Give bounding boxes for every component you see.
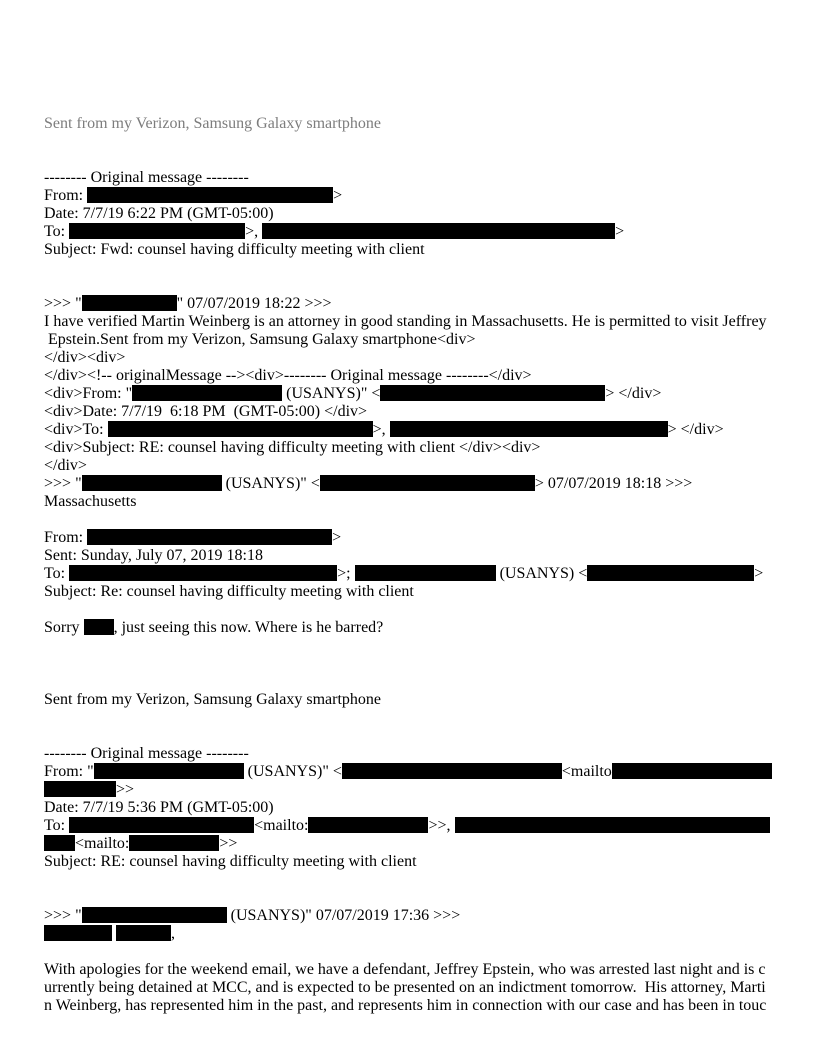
redaction-bar bbox=[390, 421, 668, 437]
text-segment: urrently being detained at MCC, and is expected to be presented on an indictment tomorrow. His attorney, Marti bbox=[44, 979, 766, 996]
text-line bbox=[44, 547, 772, 565]
text-segment: <div>From: " bbox=[44, 385, 133, 402]
redaction-bar bbox=[82, 295, 177, 311]
text-line bbox=[44, 475, 772, 493]
redaction-bar bbox=[587, 565, 754, 581]
text-segment: >; bbox=[337, 565, 355, 582]
redaction-bar bbox=[129, 835, 219, 851]
redaction-bar bbox=[44, 781, 116, 797]
redaction-bar bbox=[84, 619, 114, 635]
text-segment: <div>Date: 7/7/19 6:18 PM (GMT-05:00) </div> bbox=[44, 403, 368, 420]
text-segment: I have verified Martin Weinberg is an attorney in good standing in Massachusetts. He is permitted to visit Jeffrey bbox=[44, 313, 767, 330]
text-segment: -------- Original message -------- bbox=[44, 745, 249, 762]
text-line bbox=[44, 457, 772, 475]
text-segment: > 07/07/2019 18:18 >>> bbox=[534, 475, 693, 492]
text-segment: <mailto: bbox=[254, 817, 309, 834]
text-line bbox=[44, 205, 772, 223]
text-line bbox=[44, 709, 772, 727]
text-line bbox=[44, 619, 772, 637]
text-segment: > bbox=[333, 187, 343, 204]
text-segment: Sorry bbox=[44, 619, 84, 636]
text-segment: <div>To: bbox=[44, 421, 108, 438]
text-segment: > bbox=[615, 223, 625, 240]
text-segment: >>, bbox=[428, 817, 455, 834]
redaction-bar bbox=[132, 385, 282, 401]
redaction-bar bbox=[87, 187, 333, 203]
text-line bbox=[44, 835, 772, 853]
text-line bbox=[44, 979, 772, 997]
text-segment: To: bbox=[44, 223, 70, 240]
text-segment: Subject: Fwd: counsel having difficulty meeting with client bbox=[44, 241, 425, 258]
text-segment: (USANYS)" < bbox=[243, 763, 342, 780]
text-segment: >>> " bbox=[44, 907, 82, 924]
text-segment: n Weinberg, has represented him in the past, and represents him in connection with our case and has been in touc bbox=[44, 997, 767, 1014]
text-line bbox=[44, 817, 772, 835]
text-segment: <mailto: bbox=[75, 835, 130, 852]
text-segment: >>> " bbox=[44, 475, 82, 492]
redaction-bar bbox=[262, 223, 615, 239]
text-segment: > bbox=[332, 529, 342, 546]
text-line bbox=[44, 295, 772, 313]
text-line bbox=[44, 583, 772, 601]
text-segment: >, bbox=[372, 421, 390, 438]
text-line bbox=[44, 763, 772, 781]
text-segment: Epstein.Sent from my Verizon, Samsung Galaxy smartphone<div> bbox=[44, 331, 476, 348]
text-segment: To: bbox=[44, 817, 70, 834]
redaction-bar bbox=[308, 817, 428, 833]
text-line bbox=[44, 853, 772, 871]
text-line bbox=[44, 637, 772, 655]
text-segment: > bbox=[754, 565, 764, 582]
text-segment: >>> " bbox=[44, 295, 82, 312]
text-line bbox=[44, 727, 772, 745]
text-line bbox=[44, 493, 772, 511]
text-segment: >> bbox=[116, 781, 135, 798]
redaction-bar bbox=[82, 907, 227, 923]
text-line bbox=[44, 115, 772, 133]
text-segment: To: bbox=[44, 565, 70, 582]
text-segment: <mailto bbox=[561, 763, 612, 780]
text-segment: Date: 7/7/19 5:36 PM (GMT-05:00) bbox=[44, 799, 274, 816]
text-segment: </div><!-- originalMessage --><div>-------- Original message --------</div> bbox=[44, 367, 532, 384]
text-line bbox=[44, 673, 772, 691]
text-line bbox=[44, 511, 772, 529]
text-line bbox=[44, 871, 772, 889]
text-line bbox=[44, 781, 772, 799]
text-line bbox=[44, 961, 772, 979]
text-segment: , just seeing this now. Where is he barred? bbox=[113, 619, 384, 636]
text-line bbox=[44, 403, 772, 421]
text-line bbox=[44, 997, 772, 1015]
redaction-bar bbox=[44, 835, 75, 851]
text-line bbox=[44, 889, 772, 907]
text-line bbox=[44, 151, 772, 169]
text-line bbox=[44, 241, 772, 259]
text-segment: Sent: Sunday, July 07, 2019 18:18 bbox=[44, 547, 263, 564]
redaction-bar bbox=[612, 763, 772, 779]
text-segment: " 07/07/2019 18:22 >>> bbox=[176, 295, 332, 312]
redaction-bar bbox=[455, 817, 770, 833]
text-segment: (USANYS)" 07/07/2019 17:36 >>> bbox=[226, 907, 461, 924]
text-line bbox=[44, 187, 772, 205]
redaction-bar bbox=[342, 763, 562, 779]
text-line bbox=[44, 655, 772, 673]
text-line bbox=[44, 277, 772, 295]
redaction-bar bbox=[108, 421, 373, 437]
text-segment: > </div> bbox=[605, 385, 662, 402]
text-line bbox=[44, 133, 772, 151]
redaction-bar bbox=[355, 565, 496, 581]
text-segment: (USANYS)" < bbox=[282, 385, 381, 402]
redaction-bar bbox=[69, 565, 337, 581]
text-line bbox=[44, 421, 772, 439]
redaction-bar bbox=[87, 529, 332, 545]
text-segment: >, bbox=[245, 223, 263, 240]
text-segment: Subject: RE: counsel having difficulty meeting with client bbox=[44, 853, 417, 870]
redaction-bar bbox=[69, 817, 254, 833]
text-line bbox=[44, 943, 772, 961]
redaction-bar bbox=[116, 925, 171, 941]
text-line bbox=[44, 925, 772, 943]
redaction-bar bbox=[320, 475, 535, 491]
text-segment: > </div> bbox=[667, 421, 724, 438]
text-line bbox=[44, 529, 772, 547]
text-line bbox=[44, 259, 772, 277]
text-segment: Date: 7/7/19 6:22 PM (GMT-05:00) bbox=[44, 205, 274, 222]
text-line bbox=[44, 799, 772, 817]
redaction-bar bbox=[94, 763, 244, 779]
text-segment: From: " bbox=[44, 763, 94, 780]
text-line bbox=[44, 169, 772, 187]
text-segment: From: bbox=[44, 187, 88, 204]
text-segment: Massachusetts bbox=[44, 493, 137, 510]
text-line bbox=[44, 439, 772, 457]
text-segment: -------- Original message -------- bbox=[44, 169, 249, 186]
text-segment: <div>Subject: RE: counsel having difficulty meeting with client </div><div> bbox=[44, 439, 541, 456]
text-segment: With apologies for the weekend email, we have a defendant, Jeffrey Epstein, who was arrested last night and is c bbox=[44, 961, 766, 978]
redaction-bar bbox=[44, 925, 112, 941]
text-line bbox=[44, 331, 772, 349]
redaction-bar bbox=[82, 475, 222, 491]
text-segment: Sent from my Verizon, Samsung Galaxy smartphone bbox=[44, 691, 381, 708]
text-segment: (USANYS)" < bbox=[221, 475, 320, 492]
text-line bbox=[44, 907, 772, 925]
text-line bbox=[44, 223, 772, 241]
redaction-bar bbox=[69, 223, 245, 239]
text-segment: , bbox=[171, 925, 175, 942]
text-segment: </div><div> bbox=[44, 349, 126, 366]
text-segment: (USANYS) < bbox=[495, 565, 588, 582]
text-line bbox=[44, 691, 772, 709]
redaction-bar bbox=[380, 385, 605, 401]
text-segment: Subject: Re: counsel having difficulty meeting with client bbox=[44, 583, 414, 600]
email-document bbox=[44, 115, 772, 1015]
text-line bbox=[44, 565, 772, 583]
text-line bbox=[44, 601, 772, 619]
text-segment: Sent from my Verizon, Samsung Galaxy smartphone bbox=[44, 115, 381, 132]
text-line bbox=[44, 385, 772, 403]
text-segment: >> bbox=[219, 835, 238, 852]
text-segment: From: bbox=[44, 529, 88, 546]
text-line bbox=[44, 313, 772, 331]
text-segment: </div> bbox=[44, 457, 87, 474]
text-line bbox=[44, 745, 772, 763]
text-line bbox=[44, 367, 772, 385]
text-line bbox=[44, 349, 772, 367]
